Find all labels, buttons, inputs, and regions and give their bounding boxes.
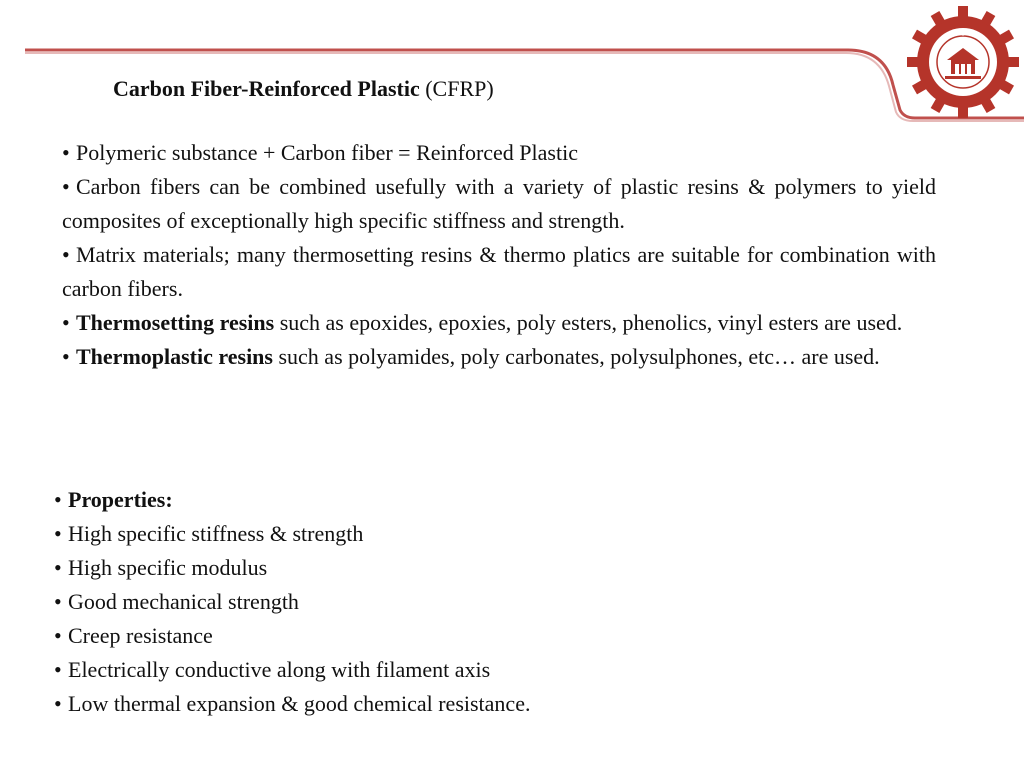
header-accent-line: [0, 0, 1024, 140]
property-item: • Creep resistance: [54, 623, 213, 648]
property-item: • High specific modulus: [54, 555, 268, 580]
svg-text:♦: ♦: [959, 30, 967, 38]
bullet-item: • Thermosetting resins such as epoxides, epoxies, poly esters, phenolics, vinyl esters are used.: [62, 310, 903, 335]
slide-title: Carbon Fiber-Reinforced Plastic (CFRP): [113, 76, 494, 101]
property-item: • Good mechanical strength: [54, 589, 299, 614]
property-item: • Low thermal expansion & good chemical resistance.: [54, 691, 531, 716]
property-item: • Electrically conductive along with filament axis: [54, 657, 491, 682]
bullet-item: • Thermoplastic resins such as polyamides, poly carbonates, polysulphones, etc… are used.: [62, 344, 880, 369]
bullet-item: • Polymeric substance + Carbon fiber = Reinforced Plastic: [62, 140, 578, 165]
intro-bullets: [62, 136, 936, 374]
bullet-item: • Carbon fibers can be combined usefully with a variety of plastic resins & polymers to yield composites of exceptionally high specific stiffness and strength.: [62, 174, 936, 233]
property-item: • High specific stiffness & strength: [54, 521, 364, 546]
properties-list: [54, 483, 754, 721]
slide-title-abbreviation: (CFRP): [425, 76, 494, 101]
bullet-item: • Matrix materials; many thermosetting resins & thermo platics are suitable for combination with carbon fibers.: [62, 242, 936, 301]
properties-heading: • Properties:: [54, 487, 173, 512]
kl-university-logo: [903, 2, 1023, 122]
